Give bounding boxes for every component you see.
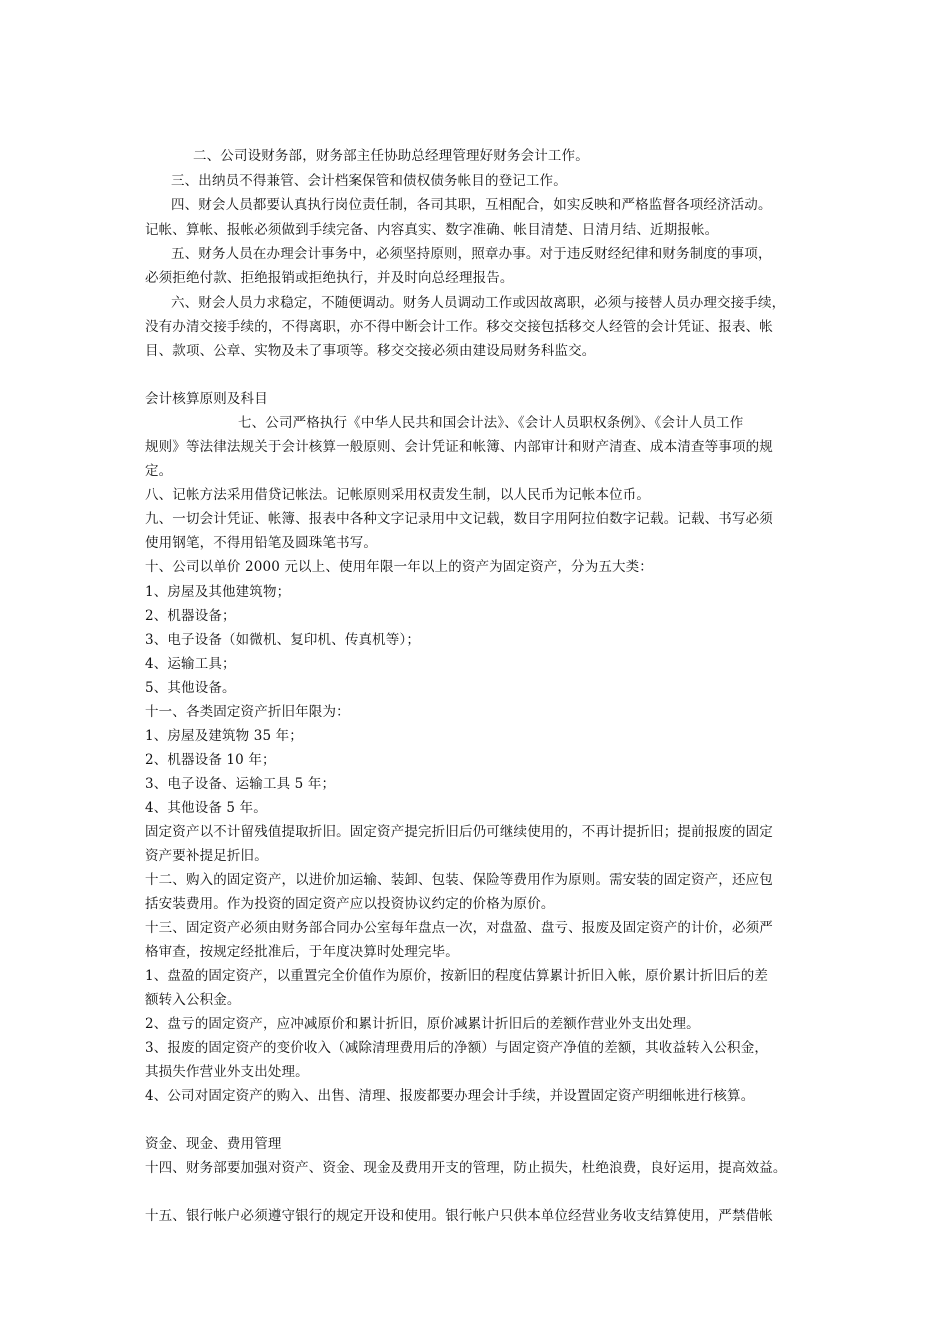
section-heading: 会计核算原则及科目 (145, 391, 268, 407)
section-heading: 资金、现金、费用管理 (145, 1136, 282, 1152)
list-item: 4、运输工具； (145, 656, 236, 672)
list-item: 3、电子设备（如微机、复印机、传真机等）； (145, 632, 420, 648)
text-line: 九、一切会计凭证、帐簿、报表中各种文字记录用中文记载，数目字用阿拉伯数字记载。记载、书写必须 (145, 511, 773, 527)
text-line: 括安装费用。作为投资的固定资产应以投资协议约定的价格为原价。 (145, 896, 555, 912)
text-line: 定。 (145, 463, 173, 479)
text-line: 其损失作营业外支出处理。 (145, 1064, 309, 1080)
text-line: 七、公司严格执行《中华人民共和国会计法》、《会计人员职权条例》、《会计人员工作 (238, 415, 744, 431)
text-line: 八、记帐方法采用借贷记帐法。记帐原则采用权责发生制，以人民币为记帐本位币。 (145, 487, 651, 503)
list-item: 3、电子设备、运输工具 5 年； (145, 776, 336, 792)
text-line: 资产要补提足折旧。 (145, 848, 268, 864)
text-line: 十二、购入的固定资产，以进价加运输、装卸、包装、保险等费用作为原则。需安装的固定资产，还应包 (145, 872, 773, 888)
list-item: 1、房屋及其他建筑物； (145, 584, 291, 600)
text-line: 十、公司以单价 2000 元以上、使用年限一年以上的资产为固定资产，分为五大类： (145, 559, 653, 575)
text-line: 三、出纳员不得兼管、会计档案保管和债权债务帐目的登记工作。 (171, 173, 567, 189)
text-line: 规则》等法律法规关于会计核算一般原则、会计凭证和帐簿、内部审计和财产清查、成本清查等事项的规 (145, 439, 773, 455)
text-line: 使用钢笔，不得用铅笔及圆珠笔书写。 (145, 535, 378, 551)
text-line: 十一、各类固定资产折旧年限为： (145, 704, 350, 720)
text-line: 十三、固定资产必须由财务部合同办公室每年盘点一次，对盘盈、盘亏、报废及固定资产的计价，必须严 (145, 920, 773, 936)
text-line: 没有办清交接手续的，不得离职，亦不得中断会计工作。移交交接包括移交人经管的会计凭证、报表、帐 (145, 319, 773, 335)
list-item: 5、其他设备。 (145, 680, 236, 696)
text-line: 固定资产以不计留残值提取折旧。固定资产提完折旧后仍可继续使用的，不再计提折旧；提前报废的固定 (145, 824, 773, 840)
text-line: 目、款项、公章、实物及未了事项等。移交交接必须由建设局财务科监交。 (145, 343, 596, 359)
text-line: 记帐、算帐、报帐必须做到手续完备、内容真实、数字准确、帐目清楚、日清月结、近期报帐。 (145, 222, 719, 238)
text-line: 六、财会人员力求稳定，不随便调动。财务人员调动工作或因故离职，必须与接替人员办理交接手续， (171, 295, 786, 311)
list-item: 2、机器设备 10 年； (145, 752, 276, 768)
list-item: 1、盘盈的固定资产，以重置完全价值作为原价，按新旧的程度估算累计折旧入帐，原价累计折旧后的差 (145, 968, 768, 984)
list-item: 4、公司对固定资产的购入、出售、清理、报废都要办理会计手续，并设置固定资产明细帐进行核算。 (145, 1088, 755, 1104)
list-item: 3、报废的固定资产的变价收入（减除清理费用后的净额）与固定资产净值的差额，其收益转入公积金， (145, 1040, 768, 1056)
text-line: 必须拒绝付款、拒绝报销或拒绝执行，并及时向总经理报告。 (145, 270, 514, 286)
text-line: 十四、财务部要加强对资产、资金、现金及费用开支的管理，防止损失，杜绝浪费，良好运用，提高效益。 (145, 1160, 787, 1176)
text-line: 四、财会人员都要认真执行岗位责任制，各司其职，互相配合，如实反映和严格监督各项经济活动。 (171, 197, 772, 213)
text-line: 格审查，按规定经批准后，于年度决算时处理完毕。 (145, 944, 459, 960)
list-item: 1、房屋及建筑物 35 年； (145, 728, 303, 744)
text-line: 额转入公积金。 (145, 992, 241, 1008)
list-item: 4、其他设备 5 年。 (145, 800, 267, 816)
list-item: 2、机器设备； (145, 608, 236, 624)
text-line: 五、财务人员在办理会计事务中，必须坚持原则，照章办事。对于违反财经纪律和财务制度的事项， (171, 246, 772, 262)
text-line: 十五、银行帐户必须遵守银行的规定开设和使用。银行帐户只供本单位经营业务收支结算使用，严禁借帐 (145, 1208, 773, 1224)
list-item: 2、盘亏的固定资产，应冲减原价和累计折旧，原价减累计折旧后的差额作营业外支出处理。 (145, 1016, 700, 1032)
text-line: 二、公司设财务部，财务部主任协助总经理管理好财务会计工作。 (193, 148, 589, 164)
